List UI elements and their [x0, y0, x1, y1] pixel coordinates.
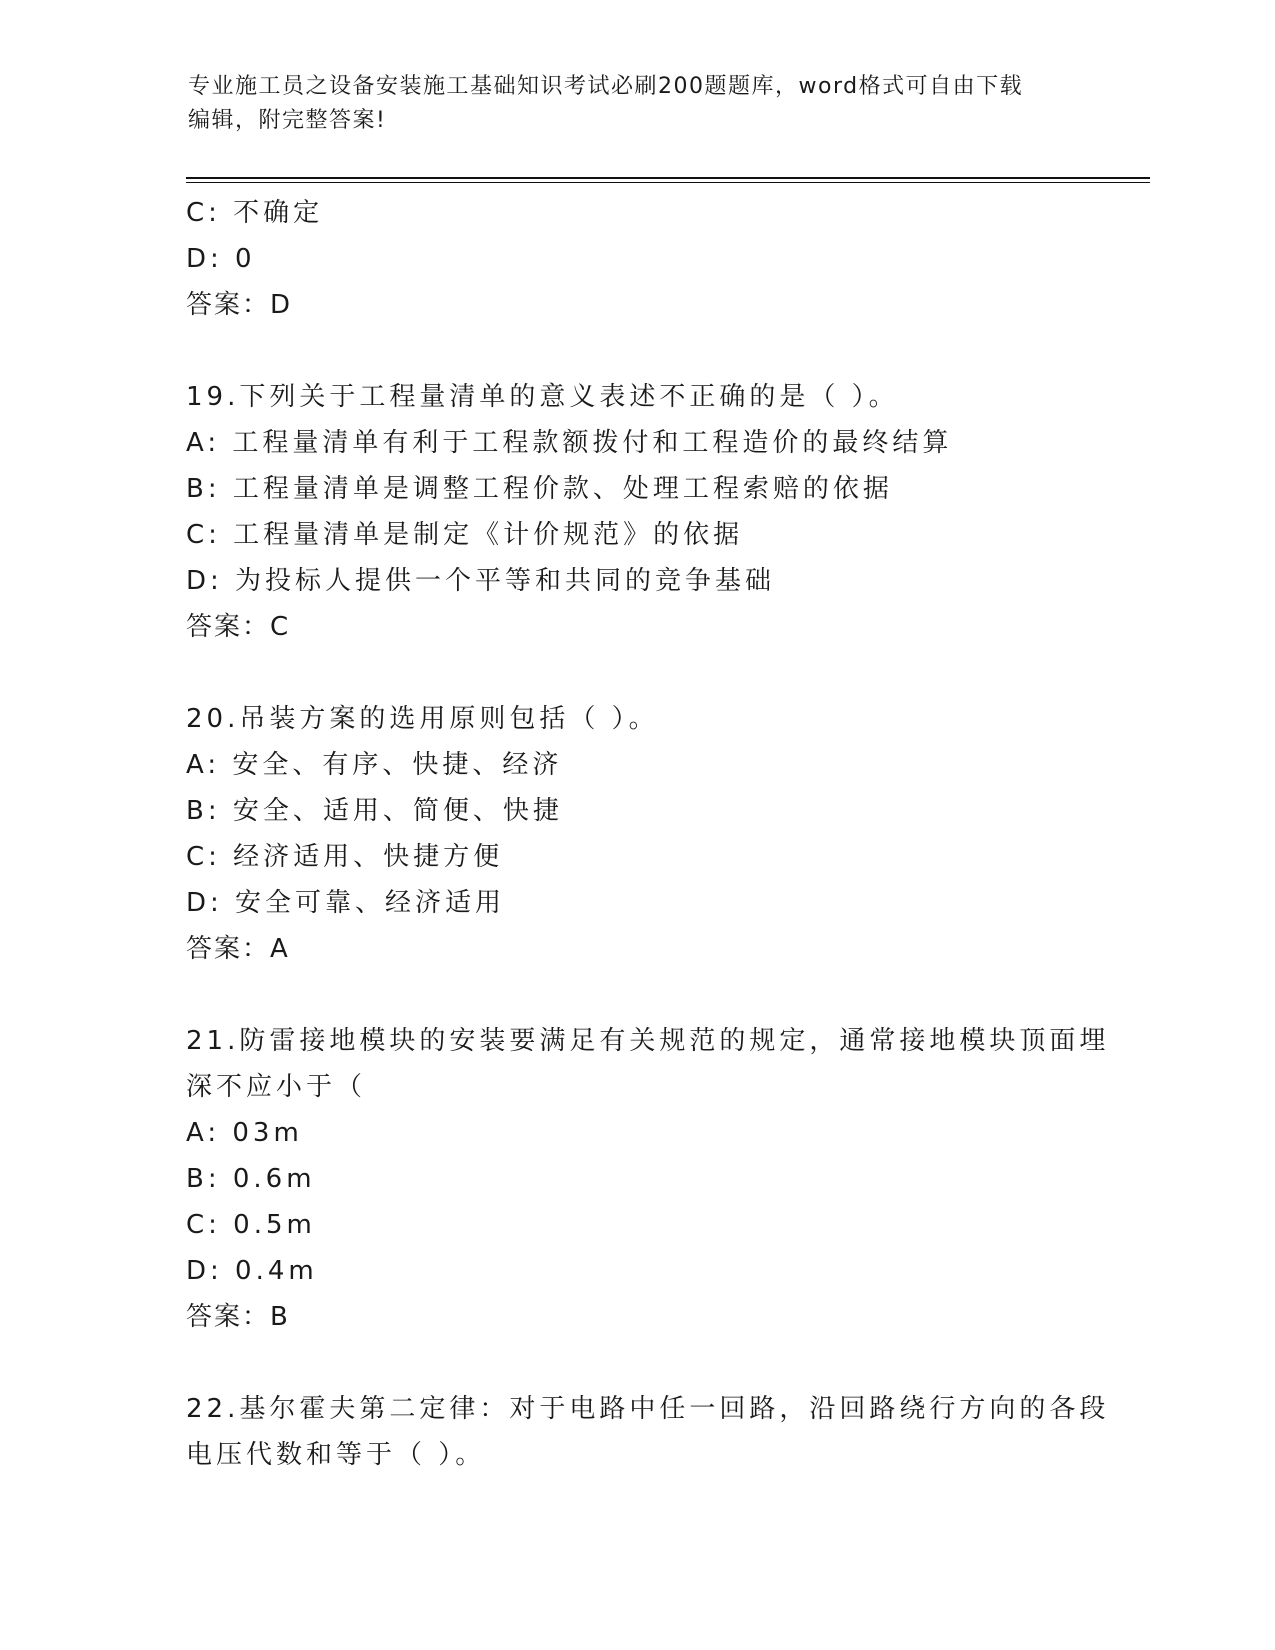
question-stem: 22.基尔霍夫第二定律：对于电路中任一回路，沿回路绕行方向的各段 [186, 1394, 1110, 1424]
option-d: D: 为投标人提供一个平等和共同的竞争基础 [186, 566, 776, 596]
header-line-1: 专业施工员之设备安装施工基础知识考试必刷200题题库，word格式可自由下载 [188, 74, 1024, 99]
option-d: D: 0 [186, 244, 256, 274]
document-header [188, 70, 1068, 138]
option-c: C: 不确定 [186, 198, 324, 228]
answer-line: 答案：D [186, 290, 293, 320]
option-d: D: 安全可靠、经济适用 [186, 888, 506, 918]
option-c: C: 工程量清单是制定《计价规范》的依据 [186, 520, 744, 550]
option-d: D: 0.4m [186, 1256, 318, 1286]
option-c: C: 经济适用、快捷方便 [186, 842, 504, 872]
question-stem: 21.防雷接地模块的安装要满足有关规范的规定，通常接地模块顶面埋 [186, 1026, 1110, 1056]
option-b: B: 工程量清单是调整工程价款、处理工程索赔的依据 [186, 474, 893, 504]
question-stem: 19.下列关于工程量清单的意义表述不正确的是（ ）。 [186, 382, 899, 412]
option-c: C: 0.5m [186, 1210, 316, 1240]
option-a: A: 工程量清单有利于工程款额拨付和工程造价的最终结算 [186, 428, 953, 458]
question-stem-continued: 电压代数和等于（ ）。 [186, 1440, 486, 1470]
header-rule-thick [186, 177, 1150, 179]
option-b: B: 0.6m [186, 1164, 316, 1194]
option-a: A: 03m [186, 1118, 303, 1148]
answer-line: 答案：C [186, 612, 291, 642]
option-a: A: 安全、有序、快捷、经济 [186, 750, 563, 780]
question-stem-continued: 深不应小于（ [186, 1072, 367, 1102]
answer-line: 答案：A [186, 934, 290, 964]
question-stem: 20.吊装方案的选用原则包括（ ）。 [186, 704, 659, 734]
header-rule-thin [186, 182, 1150, 183]
option-b: B: 安全、适用、简便、快捷 [186, 796, 563, 826]
answer-line: 答案：B [186, 1302, 290, 1332]
question-content [186, 190, 1110, 1478]
header-line-2: 编辑，附完整答案! [188, 108, 387, 133]
